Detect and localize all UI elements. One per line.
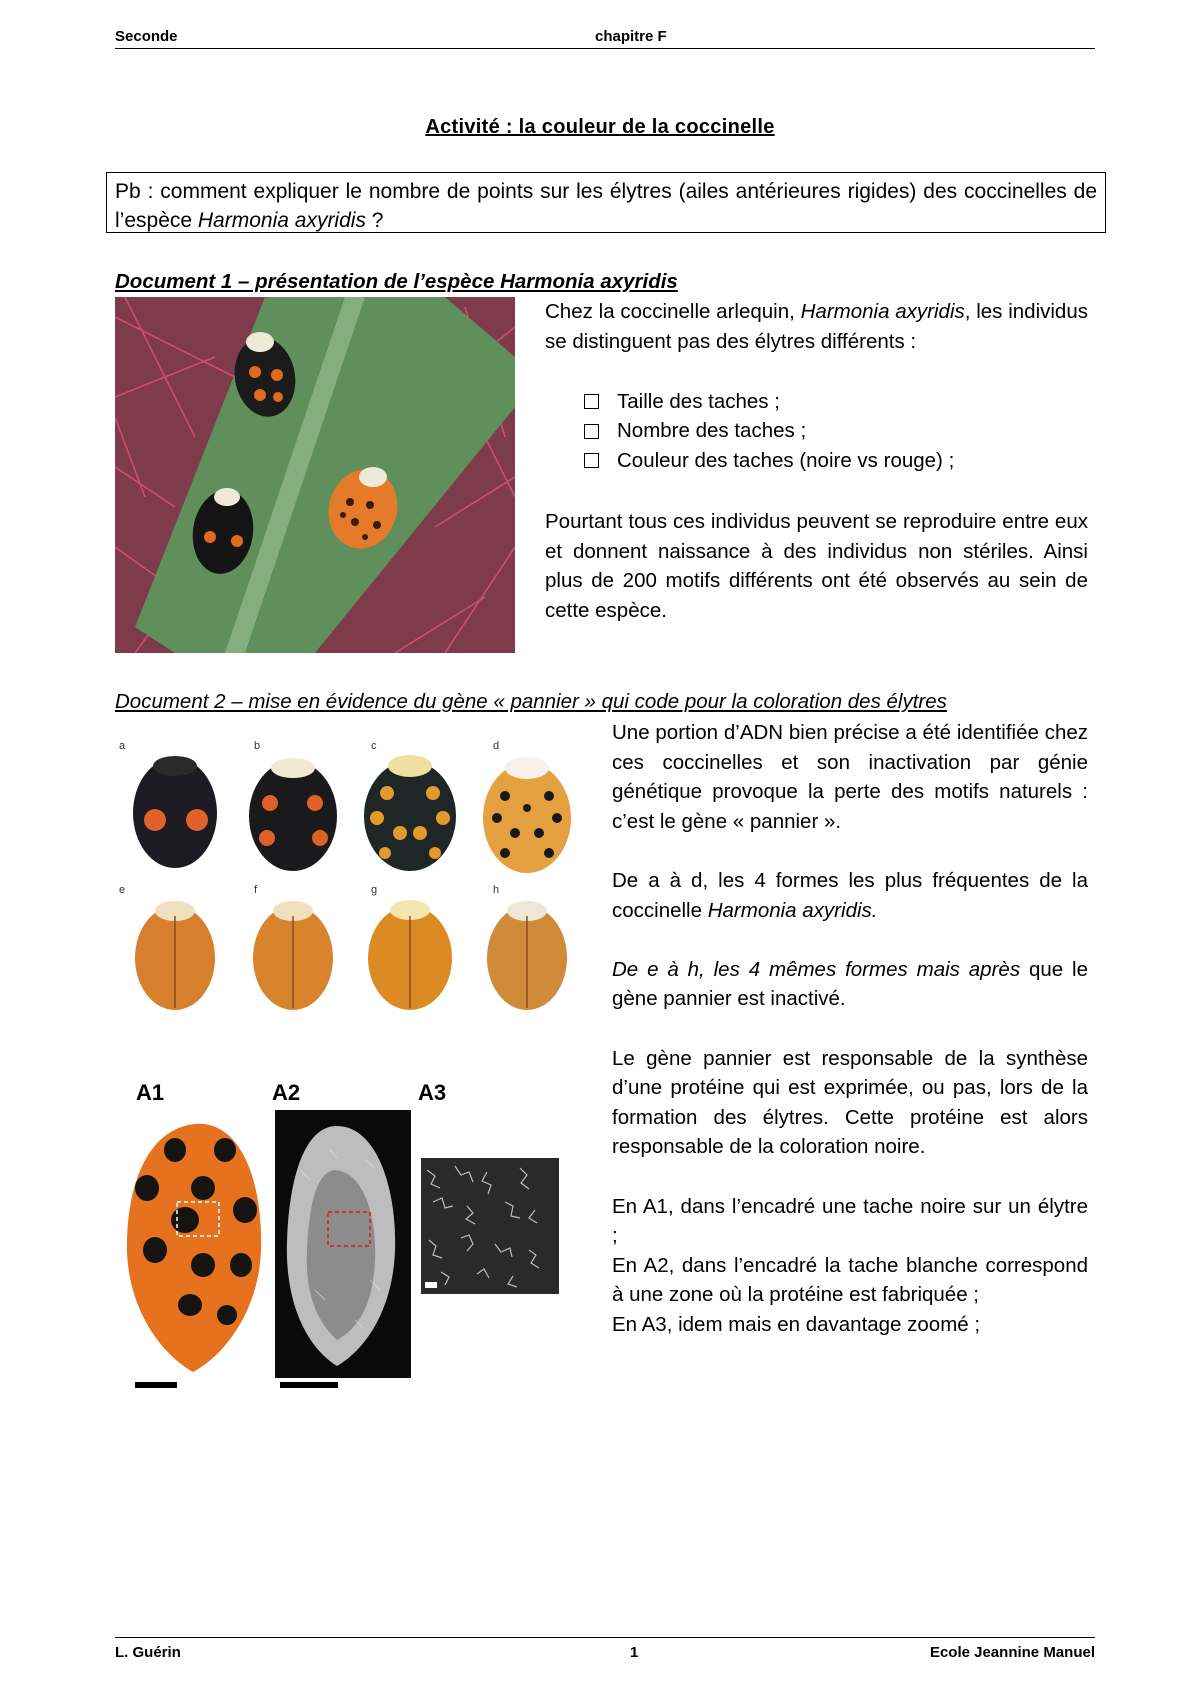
- doc2-p1: Une portion d’ADN bien précise a été identifiée chez ces coccinelles et son inactivation par génie génétique provoque la perte des motifs naturels : c’est le gène « pannier ».: [612, 721, 1088, 833]
- doc1-paragraph: Pourtant tous ces individus peuvent se reproduire entre eux et donnent naissance à des individus non stériles. Ainsi plus de 200 motifs différents ont été observés au sein de cette espèce.: [545, 510, 1088, 622]
- ladybug-form-e: [135, 901, 215, 1010]
- zoom-panel-a3: [421, 1158, 559, 1294]
- ladybug-forms-figure: [115, 738, 575, 1028]
- doc2-p5: En A1, dans l’encadré une tache noire sur un élytre ;: [612, 1194, 1088, 1248]
- problem-text: Pb : comment expliquer le nombre de points sur les élytres (ailes antérieures rigides) des coccinelles de l’espèce: [115, 180, 1097, 232]
- checkbox-icon: [584, 394, 599, 409]
- doc1-heading: Document 1 – présentation de l’espèce Harmonia axyridis: [115, 270, 678, 293]
- problem-end: ?: [365, 209, 384, 232]
- ladybug-form-d: [483, 757, 571, 873]
- header-rule: [115, 48, 1095, 49]
- figure-letter-c: c: [371, 740, 377, 752]
- ladybug-form-a: [133, 756, 217, 868]
- scale-bar-a2: [280, 1382, 338, 1388]
- figure-letter-a: a: [119, 740, 126, 752]
- checkbox-icon: [584, 424, 599, 439]
- checkbox-icon: [584, 453, 599, 468]
- footer-right: Ecole Jeannine Manuel: [929, 1644, 1095, 1661]
- doc2-p7: En A3, idem mais en davantage zoomé ;: [612, 1312, 981, 1336]
- doc1-bullets: [584, 387, 954, 476]
- figure-letter-e: e: [119, 884, 126, 896]
- ladybug-form-f: [253, 901, 333, 1010]
- panel-label-a3: A3: [418, 1080, 447, 1105]
- bullet-item: Couleur des taches (noire vs rouge) ;: [584, 446, 954, 476]
- figure-letter-d: d: [493, 740, 500, 752]
- ladybug-leaf-photo: [115, 297, 515, 653]
- ladybug-form-g: [368, 900, 452, 1010]
- scale-bar-a1: [135, 1382, 177, 1388]
- header-left: Seconde: [115, 28, 178, 45]
- doc2-p3: De e à h, les 4 mêmes formes mais après que le gène pannier est inactivé.: [612, 957, 1089, 1011]
- problem-species: Harmonia axyridis: [197, 209, 366, 232]
- ladybug-form-b: [249, 758, 337, 871]
- bullet-item: Taille des taches ;: [584, 387, 954, 417]
- elytron-a2: [275, 1110, 411, 1378]
- elytra-protein-figure: [115, 1110, 575, 1400]
- doc1-intro: Chez la coccinelle arlequin, Harmonia axyridis, les individus se distinguent pas des élytres différents :: [545, 300, 1088, 353]
- figure-letter-f: f: [254, 884, 258, 896]
- figure-letter-b: b: [254, 740, 261, 752]
- doc2-p2: De a à d, les 4 formes les plus fréquentes de la coccinelle Harmonia axyridis.: [612, 868, 1088, 922]
- header-center: chapitre F: [595, 28, 667, 45]
- panel-label-a1: A1: [136, 1080, 165, 1105]
- page-number: 1: [630, 1644, 639, 1661]
- doc2-p6: En A2, dans l’encadré la tache blanche correspond à une zone où la protéine est fabriquée ;: [612, 1253, 1088, 1307]
- panel-label-a2: A2: [272, 1080, 301, 1105]
- doc2-heading: Document 2 – mise en évidence du gène « pannier » qui code pour la coloration des élytres: [115, 690, 947, 713]
- ladybug-form-h: [487, 901, 567, 1010]
- page-title: Activité : la couleur de la coccinelle: [425, 116, 775, 138]
- doc2-text: [612, 718, 1088, 1339]
- doc2-p4: Le gène pannier est responsable de la synthèse d’une protéine qui est exprimée, ou pas, lors de la formation des élytres. Cette protéine est alors responsable de la coloration noire.: [612, 1046, 1088, 1159]
- problem-box: [106, 172, 1106, 233]
- footer-rule: [115, 1637, 1095, 1638]
- figure-letter-g: g: [371, 884, 378, 896]
- ladybug-form-c: [364, 755, 456, 871]
- figure-letter-h: h: [493, 884, 500, 896]
- elytron-a1: [127, 1124, 261, 1372]
- bullet-item: Nombre des taches ;: [584, 417, 954, 447]
- footer-left: L. Guérin: [115, 1644, 181, 1661]
